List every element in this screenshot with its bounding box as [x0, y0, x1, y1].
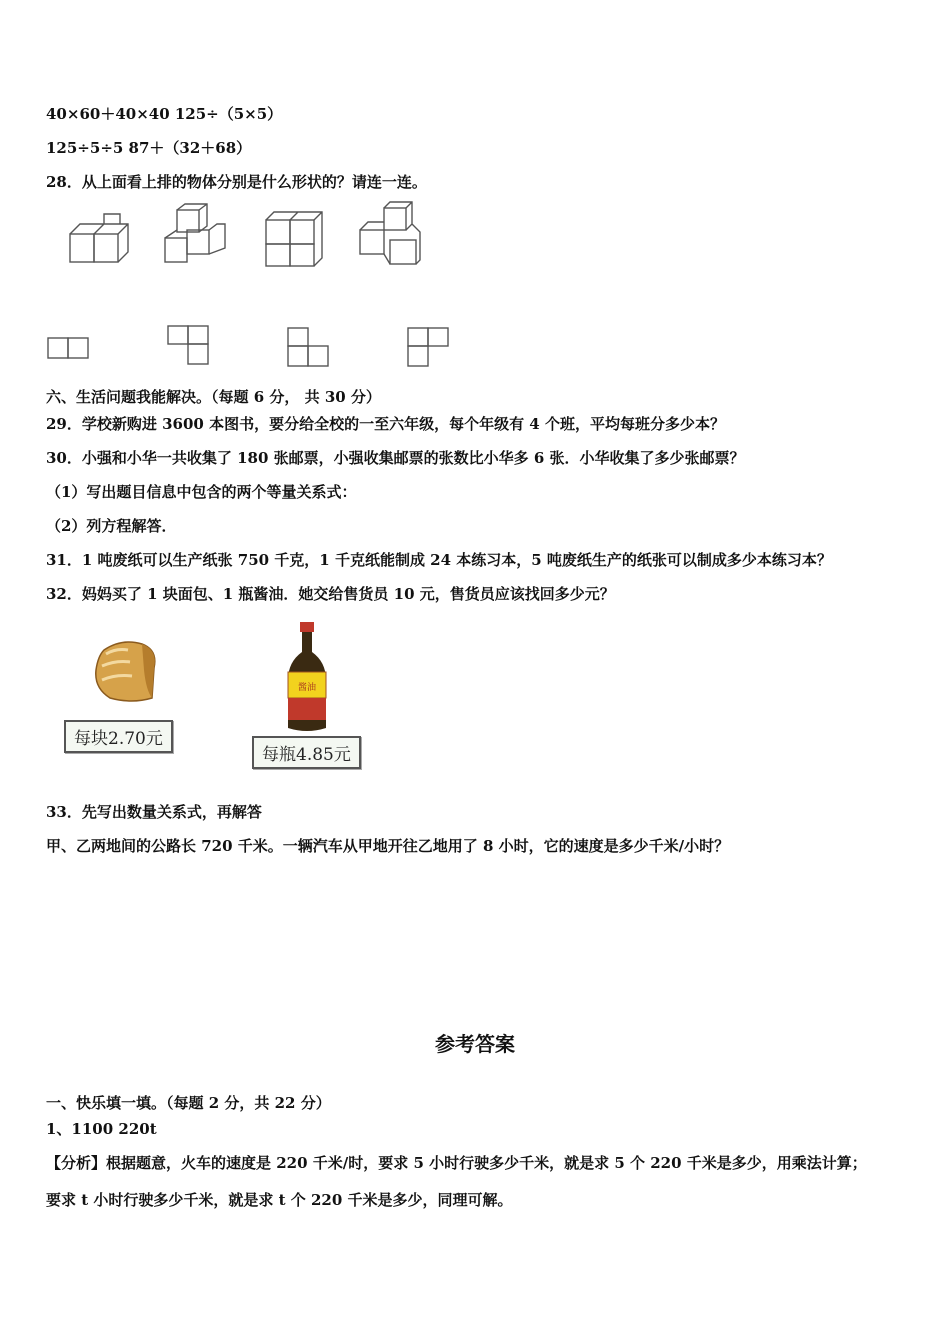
answer-1: 1、1100 220t [46, 1120, 157, 1138]
soy-sauce-label: 酱油 [297, 683, 317, 693]
bread-image [92, 640, 162, 705]
question-33: 33．先写出数量关系式，再解答 [46, 803, 262, 821]
question-31: 31．1 吨废纸可以生产纸张 750 千克，1 千克纸能制成 24 本练习本，5 吨废纸生产的纸张可以制成多少本练习本？ [46, 551, 832, 569]
question-33-body: 甲、乙两地间的公路长 720 千米。一辆汽车从甲地开往乙地用了 8 小时，它的速度是多少千米/小时？ [46, 837, 730, 855]
question-29: 29．学校新购进 3600 本图书，要分给全校的一至六年级，每个年级有 4 个班，平均每班分多少本？ [46, 415, 725, 433]
problem-line-1: 40×60＋40×40 125÷（5×5） [46, 105, 283, 123]
answer-key-title: 参考答案 [435, 1032, 515, 1056]
cube-figure-1 [70, 214, 128, 262]
top-view-4 [408, 328, 448, 366]
question-28: 28．从上面看上排的物体分别是什么形状的？请连一连。 [46, 173, 427, 191]
question-30-part-2: （2）列方程解答． [46, 517, 177, 535]
soy-sauce-price-tag: 每瓶4.85元 [252, 736, 361, 769]
bread-price-tag: 每块2.70元 [64, 720, 173, 753]
cube-figure-3 [266, 212, 322, 266]
problem-line-2: 125÷5÷5 87＋（32＋68） [46, 139, 252, 157]
question-30-part-1: （1）写出题目信息中包含的两个等量关系式： [46, 483, 357, 501]
cube-figure-4 [360, 202, 420, 264]
question-30: 30．小强和小华一共收集了 180 张邮票，小强收集邮票的张数比小华多 6 张．小华收集了多少张邮票？ [46, 449, 745, 467]
analysis-line-1: 【分析】根据题意，火车的速度是 220 千米/时，要求 5 小时行驶多少千米，就是求 5 个 220 千米是多少，用乘法计算； [46, 1154, 867, 1172]
question-32: 32．妈妈买了 1 块面包、1 瓶酱油．她交给售货员 10 元，售货员应该找回多少元？ [46, 585, 615, 603]
top-view-3 [288, 328, 328, 366]
top-view-1 [48, 338, 88, 358]
analysis-line-2: 要求 t 小时行驶多少千米，就是求 t 个 220 千米是多少，同理可解。 [46, 1191, 513, 1209]
top-view-row [40, 318, 460, 374]
section-1-heading: 一、快乐填一填。（每题 2 分，共 22 分） [46, 1094, 331, 1112]
soy-sauce-bottle-image [282, 620, 332, 734]
cube-figure-2 [165, 204, 225, 262]
section-6-heading: 六、生活问题我能解决。（每题 6 分， 共 30 分） [46, 388, 381, 406]
cube-figures-row [60, 200, 460, 275]
top-view-2 [168, 326, 208, 364]
